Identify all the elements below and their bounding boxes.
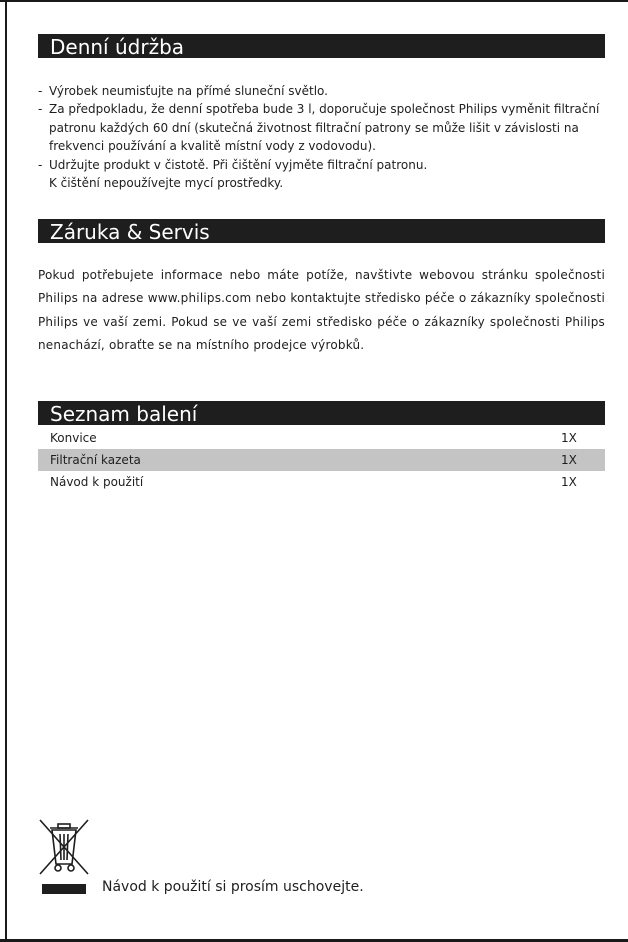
- item-name: Konvice: [50, 431, 97, 445]
- page-frame-left: [5, 0, 7, 942]
- daily-maintenance-list: [38, 82, 610, 192]
- list-item: - Výrobek neumisťujte na přímé sluneční světlo.: [38, 84, 328, 98]
- table-row: [38, 427, 605, 449]
- item-name: Filtrační kazeta: [50, 453, 141, 467]
- warranty-paragraph: Pokud potřebujete informace nebo máte potíže, navštivte webovou stránku společnosti Philips na adrese www.philips.com nebo kontaktujte středisko péče o zákazníky společnosti Philips ve vaší zemi. Pokud se ve vaší zemi středisko péče o zákazníky společnosti Philips nenachází, obraťte se na místního prodejce výrobků.: [38, 268, 605, 353]
- page-frame-top: [0, 0, 628, 2]
- list-item-continuation: K čištění nepoužívejte mycí prostředky.: [49, 176, 284, 191]
- keep-manual-note: Návod k použití si prosím uschovejte.: [102, 879, 364, 895]
- crossed-out-wheelie-bin-icon: [38, 818, 90, 876]
- weee-underline-bar: [42, 884, 86, 894]
- table-row: [38, 471, 605, 493]
- item-name: Návod k použití: [50, 475, 144, 489]
- section-title-warranty: Záruka & Servis: [38, 219, 605, 243]
- section-title-packing-list: Seznam balení: [38, 401, 605, 425]
- table-row: [38, 449, 605, 471]
- item-quantity: 1X: [561, 453, 577, 467]
- section-title-daily-maintenance: Denní údržba: [38, 34, 605, 58]
- list-item: - Udržujte produkt v čistotě. Při čištění vyjměte filtrační patronu.: [38, 157, 428, 172]
- item-quantity: 1X: [561, 475, 577, 489]
- item-quantity: 1X: [561, 431, 577, 445]
- list-item: - Za předpokladu, že denní spotřeba bude 3 l, doporučuje společnost Philips vyměnit filtrační patronu každých 60 dní (skutečná životnost filtrační patrony se může lišit v závislosti na frekvenci používání a kvalitě místní vody z vodovodu).: [38, 102, 600, 154]
